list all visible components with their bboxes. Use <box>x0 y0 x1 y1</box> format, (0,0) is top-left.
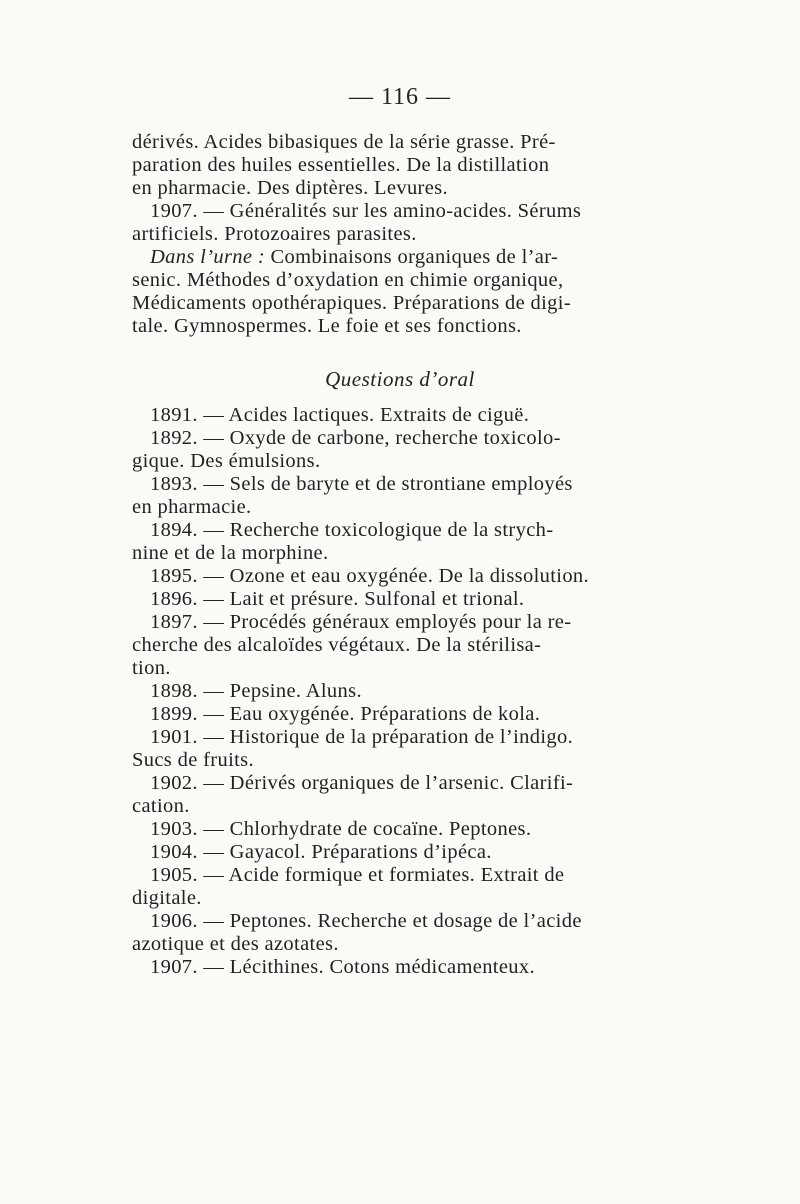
text-line: senic. Méthodes d’oxydation en chimie organique, <box>132 269 564 291</box>
text-line: 1906. — Peptones. Recherche et dosage de l’acide <box>150 910 582 932</box>
text-line: cherche des alcaloïdes végétaux. De la stérilisa- <box>132 634 542 656</box>
text-line: dérivés. Acides bibasiques de la série grasse. Pré- <box>132 131 556 153</box>
text-line: tion. <box>132 657 171 679</box>
text-line: azotique et des azotates. <box>132 933 339 955</box>
urne-line <box>132 246 677 269</box>
text-line: 1895. — Ozone et eau oxygénée. De la dissolution. <box>150 565 590 587</box>
text-line: Sucs de fruits. <box>132 749 254 771</box>
text-line: en pharmacie. <box>132 496 252 518</box>
text-line: cation. <box>132 795 190 817</box>
text-line: 1897. — Procédés généraux employés pour la re- <box>150 611 572 633</box>
text-line: tale. Gymnospermes. Le foie et ses fonctions. <box>132 315 522 337</box>
text-line: 1898. — Pepsine. Aluns. <box>150 680 362 702</box>
text-line: 1892. — Oxyde de carbone, recherche toxicolo- <box>150 427 561 449</box>
text-line: nine et de la morphine. <box>132 542 329 564</box>
text-line: artificiels. Protozoaires parasites. <box>132 223 417 245</box>
text-line: 1891. — Acides lactiques. Extraits de ciguë. <box>150 404 530 426</box>
exam-topics-block <box>132 131 677 338</box>
text-line: Médicaments opothérapiques. Préparations de digi- <box>132 292 571 314</box>
text-line: 1893. — Sels de baryte et de strontiane employés <box>150 473 573 495</box>
text-line: 1896. — Lait et présure. Sulfonal et trional. <box>150 588 525 610</box>
urne-text: Combinaisons organiques de l’ar- <box>270 246 559 268</box>
text-line: paration des huiles essentielles. De la distillation <box>132 154 550 176</box>
text-line: digitale. <box>132 887 202 909</box>
page-number: — 116 — <box>348 84 452 110</box>
text-line: 1907. — Généralités sur les amino-acides. Sérums <box>150 200 582 222</box>
text-line: 1894. — Recherche toxicologique de la strych- <box>150 519 554 541</box>
text-line: en pharmacie. Des diptères. Levures. <box>132 177 448 199</box>
oral-questions-block <box>132 404 677 979</box>
text-line: 1899. — Eau oxygénée. Préparations de kola. <box>150 703 541 725</box>
section-heading: Questions d’oral <box>325 367 475 391</box>
text-line: gique. Des émulsions. <box>132 450 321 472</box>
text-line: 1905. — Acide formique et formiates. Extrait de <box>150 864 565 886</box>
text-line: 1907. — Lécithines. Cotons médicamenteux. <box>150 956 535 978</box>
text-line: 1901. — Historique de la préparation de l’indigo. <box>150 726 574 748</box>
text-line: 1903. — Chlorhydrate de cocaïne. Peptones. <box>150 818 532 840</box>
text-line: 1904. — Gayacol. Préparations d’ipéca. <box>150 841 492 863</box>
urne-label: Dans l’urne : <box>150 246 266 268</box>
text-line: 1902. — Dérivés organiques de l’arsenic. Clarifi- <box>150 772 574 794</box>
